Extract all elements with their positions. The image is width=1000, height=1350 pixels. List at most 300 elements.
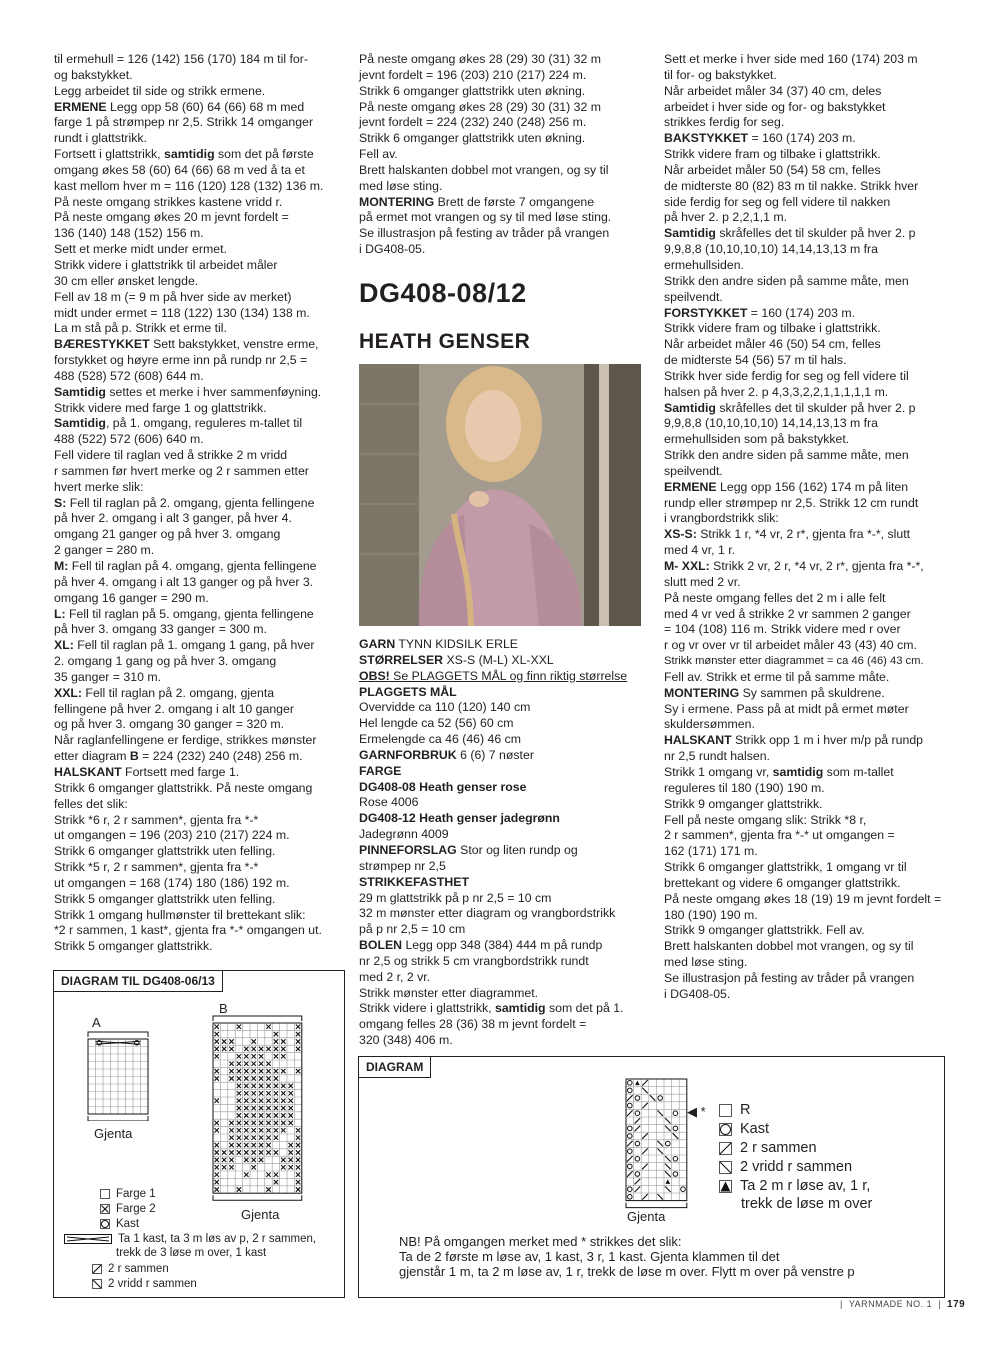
star-marker: ◀ * (687, 1104, 706, 1119)
text-line: fellingene på hver 2. omgang i alt 10 ganger (54, 701, 294, 716)
yarn-over-circle-icon (635, 1157, 640, 1162)
k2tog-slash-icon (642, 1103, 648, 1109)
x-mark-icon (266, 1121, 270, 1125)
text-line: ut omgangen = 196 (203) 210 (217) 224 m. (54, 828, 290, 843)
text-line: Samtidig, på 1. omgang, reguleres m-tallet til (54, 416, 303, 431)
text-line: omgang økes 58 (60) 64 (66) 68 m ved å ta et (54, 162, 305, 177)
x-mark-icon (266, 1128, 270, 1132)
x-mark-icon (296, 1143, 300, 1147)
x-mark-icon (215, 1143, 219, 1147)
materials-list (359, 637, 649, 1049)
text-line: Strikk 5 omganger glattstrikk. (54, 939, 213, 954)
text-line: ermehullsiden. (664, 257, 744, 272)
x-mark-icon (237, 1106, 241, 1110)
x-mark-icon (252, 1128, 256, 1132)
ssk-slash-icon (657, 1194, 663, 1200)
x-mark-icon (215, 1128, 219, 1132)
x-mark-icon (266, 1099, 270, 1103)
yarn-over-circle-icon (635, 1172, 640, 1177)
x-mark-icon (244, 1047, 248, 1051)
yarn-over-circle-icon (681, 1187, 686, 1192)
ssk-slash-icon (665, 1164, 671, 1170)
x-mark-icon (252, 1121, 256, 1125)
x-mark-icon (244, 1106, 248, 1110)
ssk-slash-icon (642, 1088, 648, 1094)
x-mark-icon (215, 1121, 219, 1125)
k2tog-slash-icon (719, 1142, 732, 1155)
yarn-over-circle-icon (628, 1126, 633, 1131)
k2tog-slash-icon (635, 1186, 641, 1192)
text-line: Når raglanfellingene er ferdige, strikkes mønster (54, 733, 317, 748)
x-mark-icon (289, 1150, 293, 1154)
text-line: ERMENE Legg opp 58 (60) 64 (66) 68 m med (54, 99, 305, 114)
legend-item: Farge 1 (100, 1187, 156, 1201)
x-mark-icon (281, 1039, 285, 1043)
yarn-over-circle-icon (628, 1164, 633, 1169)
legend-item: Kast (719, 1120, 769, 1138)
x-mark-icon (244, 1069, 248, 1073)
text-line: jevnt fordelt = 196 (203) 210 (217) 224 m. (359, 67, 587, 82)
x-mark-icon (274, 1121, 278, 1125)
x-mark-icon (215, 1187, 219, 1191)
x-mark-icon (252, 1165, 256, 1169)
x-mark-icon (266, 1106, 270, 1110)
legend-item: 2 vridd r sammen (719, 1158, 852, 1176)
knit-square-icon (719, 1104, 732, 1117)
text-line: Hel lengde ca 52 (56) 60 cm (359, 716, 514, 731)
x-mark-icon (244, 1054, 248, 1058)
text-line: L: Fell til raglan på 5. omgang, gjenta fellingene (54, 606, 314, 621)
x-mark-icon (289, 1165, 293, 1169)
x-mark-icon (244, 1173, 248, 1177)
x-mark-icon (252, 1099, 256, 1103)
x-mark-icon (244, 1150, 248, 1154)
text-line: skuldersømmen. (664, 717, 755, 732)
text-line: ermehullsiden som på bakstykket. (664, 432, 850, 447)
text-line: midt under ermet = 118 (122) 130 (134) 138 m. (54, 305, 310, 320)
x-mark-icon (259, 1084, 263, 1088)
text-line: strømpep nr 2,5 (359, 858, 446, 873)
text-line: rundp eller strømpep nr 2,5. Strikk 12 cm rundt (664, 495, 919, 510)
ssk-slash-icon (719, 1161, 732, 1174)
ssk-slash-icon (657, 1110, 663, 1116)
x-mark-icon (229, 1121, 233, 1125)
ssk-slash-icon (657, 1141, 663, 1147)
x-mark-icon (244, 1076, 248, 1080)
text-line: reguleres til 180 (190) 190 m. (664, 780, 825, 795)
text-line: og på hver 3. omgang 30 ganger = 320 m. (54, 717, 285, 732)
text-line: På neste omgang økes 28 (29) 30 (31) 32 m (359, 52, 601, 66)
repeat-bracket (213, 1195, 302, 1200)
text-line: jevnt fordelt = 224 (232) 240 (248) 256 m. (359, 115, 587, 130)
x-mark-icon (229, 1039, 233, 1043)
text-line: BÆRESTYKKET Sett bakstykket, venstre erme, (54, 337, 319, 352)
x-mark-icon (215, 1180, 219, 1184)
text-line: 2 ganger = 280 m. (54, 543, 155, 558)
text-line: på hver 2. omgang i alt 3 ganger, på hver 4. (54, 511, 292, 526)
text-line: FARGE (359, 763, 402, 778)
x-mark-icon (274, 1113, 278, 1117)
text-line: Strikk *5 r, 2 r sammen*, gjenta fra *-* (54, 860, 259, 875)
ssk-slash-icon (657, 1148, 663, 1154)
repeat-bracket (88, 1116, 148, 1121)
ssk-slash-icon (650, 1095, 656, 1101)
text-line: 136 (140) 148 (152) 156 m. (54, 226, 204, 241)
diagram-note (399, 1234, 855, 1279)
text-line: Strikk hver side ferdig for seg og fell videre til (664, 368, 909, 383)
text-line: med 4 vr ved å strikke 2 vr sammen 2 ganger (664, 606, 911, 621)
page-footer: | YARNMADE NO. 1 | 179 (840, 1299, 966, 1310)
x-mark-icon (237, 1054, 241, 1058)
x-mark-icon (252, 1062, 256, 1066)
k2tog-slash-icon (642, 1164, 648, 1170)
k2tog-slash-icon (635, 1126, 641, 1132)
x-mark-icon (252, 1054, 256, 1058)
text-line: = 104 (108) 116 m. Strikk videre med r over (664, 622, 901, 637)
x-mark-icon (296, 1165, 300, 1169)
text-line: halsen på hver 2. p 4,3,3,2,2,1,1,1,1,1 m. (664, 384, 889, 399)
x-mark-icon (215, 1158, 219, 1162)
x-mark-icon (296, 1180, 300, 1184)
x-mark-icon (215, 1047, 219, 1051)
text-line: Når arbeidet måler 46 (50) 54 cm, felles (664, 337, 881, 352)
x-mark-icon (244, 1084, 248, 1088)
note-line: NB! På omgangen merket med * strikkes det slik: (399, 1234, 682, 1249)
text-line: Strikk *6 r, 2 r sammen*, gjenta fra *-* (54, 812, 259, 827)
x-mark-icon (244, 1099, 248, 1103)
cross-stitch-icon (64, 1234, 112, 1244)
text-line: de midterste 80 (82) 83 m til nakke. Strikk hver (664, 178, 919, 193)
k2tog-slash-icon (642, 1194, 648, 1200)
x-mark-icon (252, 1047, 256, 1051)
x-mark-icon (237, 1150, 241, 1154)
x-mark-icon (252, 1136, 256, 1140)
x-mark-icon (266, 1113, 270, 1117)
x-mark-icon (215, 1054, 219, 1058)
x-mark-icon (222, 1158, 226, 1162)
yarn-over-circle-icon (658, 1096, 663, 1101)
text-line: speilvendt. (664, 289, 723, 304)
text-line: Se illustrasjon på festing av tråder på vrangen (359, 226, 610, 241)
text-line: Strikk den andre siden på samme måte, men (664, 448, 909, 463)
model-photo-illustration (359, 364, 641, 626)
x-mark-icon (289, 1084, 293, 1088)
x-mark-icon (237, 1025, 241, 1029)
legend-item: Kast (100, 1217, 139, 1231)
x-mark-icon (274, 1128, 278, 1132)
x-mark-icon (259, 1099, 263, 1103)
text-line: i DG408-05. (664, 986, 731, 1001)
text-line: XXL: Fell til raglan på 2. omgang, gjenta (54, 685, 275, 700)
instructions-column-3 (664, 52, 949, 1003)
legend-item: trekk de 3 løse m over, 1 kast (116, 1247, 267, 1259)
instructions-column-2 (359, 52, 649, 258)
x-mark-icon (274, 1069, 278, 1073)
text-line: nr 2,5 og strikk 5 cm vrangbordstrikk rundt (359, 953, 589, 968)
text-line: GARN TYNN KIDSILK ERLE (359, 637, 519, 651)
x-mark-icon (259, 1128, 263, 1132)
text-line: HALSKANT Fortsett med farge 1. (54, 764, 240, 779)
text-line: FORSTYKKET = 160 (174) 203 m. (664, 305, 856, 320)
text-line: Når arbeidet måler 34 (37) 40 cm, deles (664, 83, 882, 98)
x-mark-icon (252, 1084, 256, 1088)
text-line: På neste omgang økes 18 (19) 19 m jevnt fordelt = (664, 891, 942, 906)
text-line: forstykket og høyre erme inn på rundp nr 2,5 = (54, 353, 308, 368)
k2tog-slash-icon (635, 1179, 641, 1185)
x-mark-icon (237, 1187, 241, 1191)
x-mark-icon (281, 1106, 285, 1110)
x-mark-icon (289, 1113, 293, 1117)
text-line: 29 m glattstrikk på p nr 2,5 = 10 cm (359, 890, 552, 905)
magazine-name: YARNMADE NO. 1 (848, 1299, 933, 1309)
yarn-over-circle-icon (628, 1195, 633, 1200)
text-line: På neste omgang strikkes kastene vridd r. (54, 194, 283, 209)
x-mark-icon (296, 1173, 300, 1177)
model-photo (359, 364, 641, 626)
x-mark-icon (266, 1076, 270, 1080)
text-line: 32 m mønster etter diagram og vrangbordstrikk (359, 906, 616, 921)
x-mark-icon (244, 1091, 248, 1095)
text-line: Fell av 18 m (= 9 m på hver side av merket) (54, 289, 292, 304)
x-mark-icon (252, 1150, 256, 1154)
x-mark-icon (274, 1076, 278, 1080)
yarn-over-circle-icon (628, 1134, 633, 1139)
text-line: PINNEFORSLAG Stor og liten rundp og (359, 842, 578, 857)
x-mark-icon (281, 1069, 285, 1073)
x-mark-icon (252, 1143, 256, 1147)
ssk-slash-icon (665, 1156, 671, 1162)
x-mark-icon (229, 1062, 233, 1066)
text-line: MONTERING Sy sammen på skuldrene. (664, 685, 885, 700)
k2tog-slash-icon (642, 1080, 648, 1086)
k2tog-slash-icon (627, 1171, 633, 1177)
text-line: 9,9,8,8 (10,10,10,10) 14,14,13,13 m fra (664, 416, 878, 431)
x-mark-icon (215, 1099, 219, 1103)
x-mark-icon (281, 1121, 285, 1125)
x-mark-icon (296, 1069, 300, 1073)
x-mark-icon (296, 1047, 300, 1051)
ssk-slash-icon (665, 1126, 671, 1132)
x-mark-icon (266, 1136, 270, 1140)
x-mark-icon (274, 1150, 278, 1154)
x-mark-icon (244, 1121, 248, 1125)
repeat-bracket (88, 1032, 148, 1037)
x-mark-icon (266, 1173, 270, 1177)
x-mark-icon (244, 1158, 248, 1162)
text-line: 488 (522) 572 (606) 640 m. (54, 432, 204, 447)
text-line: XS-S: Strikk 1 r, *4 vr, 2 r*, gjenta fra *-*, slutt (664, 527, 911, 542)
x-mark-icon (281, 1084, 285, 1088)
x-mark-icon (222, 1150, 226, 1154)
ssk-slash-icon (665, 1171, 671, 1177)
text-line: Strikk 5 omganger glattstrikk uten felling. (54, 891, 276, 906)
chart-a-gjenta-label: Gjenta (94, 1126, 133, 1141)
text-line: Strikk videre i glattstrikk, samtidig som det på 1. (359, 1001, 624, 1016)
text-line: STRIKKEFASTHET (359, 874, 469, 889)
text-line: 162 (171) 171 m. (664, 844, 758, 859)
x-mark-icon (215, 1039, 219, 1043)
x-mark-icon (222, 1039, 226, 1043)
yarn-over-circle-icon (628, 1149, 633, 1154)
text-line: 9,9,8,8 (10,10,10,10) 14,14,13,13 m fra (664, 242, 878, 257)
ssk-slash-icon (665, 1186, 671, 1192)
x-mark-icon (274, 1099, 278, 1103)
text-line: Se illustrasjon på festing av tråder på vrangen (664, 970, 915, 985)
text-line: på hver 2. p 2,2,1,1 m. (664, 210, 788, 225)
chart-a (84, 1031, 164, 1121)
text-line: Strikk den andre siden på samme måte, men (664, 273, 909, 288)
x-mark-icon (259, 1150, 263, 1154)
double-decrease-triangle-icon (666, 1179, 671, 1184)
text-line: Strikk videre fram og tilbake i glattstrikk. (664, 321, 881, 336)
x-mark-icon (237, 1084, 241, 1088)
x-mark-icon (289, 1091, 293, 1095)
text-line: Strikk 6 omganger glattstrikk uten felling. (54, 844, 276, 859)
text-line: OBS! Se PLAGGETS MÅL og finn riktig størrelse (359, 668, 628, 683)
text-line: med 2 r, 2 vr. (359, 969, 431, 984)
text-line: farge 1 på strømpep nr 2,5. Strikk 14 omganger (54, 115, 314, 130)
text-line: M: Fell til raglan på 4. omgang, gjenta fellingene (54, 559, 317, 573)
text-line: XL: Fell til raglan på 1. omgang 1 gang, på hver (54, 638, 315, 653)
text-line: GARNFORBRUK 6 (6) 7 nøster (359, 747, 534, 762)
chart-grid (213, 1023, 302, 1193)
x-mark-icon (229, 1128, 233, 1132)
k2tog-slash-icon (642, 1148, 648, 1154)
x-mark-icon (296, 1039, 300, 1043)
chart-grid (88, 1039, 148, 1114)
arrow-left-icon: ◀ (687, 1104, 697, 1119)
x-mark-icon (259, 1113, 263, 1117)
text-line: Samtidig skråfelles det til skulder på hver 2. p (664, 400, 916, 415)
x-mark-icon (274, 1106, 278, 1110)
x-mark-icon (266, 1150, 270, 1154)
x-mark-icon (252, 1113, 256, 1117)
x-mark-icon (229, 1047, 233, 1051)
text-line: På neste omgang økes 28 (29) 30 (31) 32 m (359, 99, 601, 114)
x-mark-icon (274, 1136, 278, 1140)
text-line: til ermehull = 126 (142) 156 (170) 184 m til for- (54, 52, 308, 66)
text-line: Jadegrønn 4009 (359, 827, 449, 842)
x-mark-icon (237, 1091, 241, 1095)
repeat-bracket (213, 1016, 302, 1021)
x-mark-icon (222, 1047, 226, 1051)
text-line: r og vr over vr til arbeidet måler 43 (43) 40 cm. (664, 638, 917, 653)
text-line: MONTERING Brett de første 7 omgangene (359, 194, 595, 209)
x-mark-icon (237, 1136, 241, 1140)
x-mark-icon (229, 1069, 233, 1073)
x-mark-icon (266, 1047, 270, 1051)
diagram-box-heath (358, 1056, 945, 1298)
x-mark-icon (237, 1076, 241, 1080)
yarn-over-circle-icon (719, 1123, 732, 1136)
legend-item: Ta 1 kast, ta 3 m løs av p, 2 r sammen, (64, 1232, 316, 1246)
ssk-slash-icon (92, 1279, 102, 1289)
x-mark-icon (215, 1025, 219, 1029)
text-line: Samtidig skråfelles det til skulder på hver 2. p (664, 226, 916, 241)
text-line: felles det slik: (54, 796, 128, 811)
text-line: Strikk videre med farge 1 og glattstrikk. (54, 400, 267, 415)
x-mark-icon (281, 1165, 285, 1169)
text-line: M- XXL: Strikk 2 vr, 2 r, *4 vr, 2 r*, gjenta fra *-*, (664, 559, 924, 573)
x-mark-icon (259, 1143, 263, 1147)
diagram-box-06-13 (53, 970, 345, 1298)
chart-b-gjenta-label: Gjenta (241, 1207, 280, 1222)
x-mark-icon (274, 1054, 278, 1058)
text-line: BOLEN Legg opp 348 (384) 444 m på rundp (359, 938, 603, 953)
k2tog-slash-icon (627, 1110, 633, 1116)
x-mark-icon (229, 1158, 233, 1162)
diagram-title: DIAGRAM TIL DG408-06/13 (54, 971, 223, 992)
x-mark-icon (274, 1091, 278, 1095)
x-mark-icon (229, 1150, 233, 1154)
legend-item: 2 r sammen (92, 1262, 169, 1276)
text-line: Rose 4006 (359, 795, 419, 810)
x-mark-icon (296, 1150, 300, 1154)
double-decrease-triangle-icon (719, 1180, 732, 1193)
text-line: nr 2,5 rundt halsen. (664, 749, 770, 764)
text-line: På neste omgang økes 20 m jevnt fordelt = (54, 210, 289, 225)
x-mark-icon (215, 1150, 219, 1154)
x-mark-icon (222, 1165, 226, 1169)
x-mark-icon (296, 1128, 300, 1132)
text-line: med løse sting. (664, 955, 748, 970)
x-mark-icon (274, 1173, 278, 1177)
text-line: Brett halskanten dobbel mot vrangen, og sy til (359, 162, 609, 177)
text-line: 2. omgang 1 gang og på hver 3. omgang (54, 654, 277, 669)
x-mark-icon (259, 1069, 263, 1073)
chart-b (209, 1015, 329, 1205)
text-line: 35 ganger = 310 m. (54, 669, 161, 684)
diagram-b-label: B (219, 1001, 228, 1016)
x-mark-icon (244, 1136, 248, 1140)
yarn-over-circle-icon (628, 1103, 633, 1108)
x-mark-icon (252, 1076, 256, 1080)
text-line: Samtidig settes et merke i hver sammenføyning. (54, 384, 322, 399)
x-mark-icon (266, 1025, 270, 1029)
k2tog-slash-icon (627, 1095, 633, 1101)
x-mark-icon (281, 1047, 285, 1051)
x-mark-icon (296, 1187, 300, 1191)
x-mark-icon (237, 1121, 241, 1125)
x-mark-icon (296, 1025, 300, 1029)
x-mark-icon (296, 1032, 300, 1036)
text-line: på ermet mot vrangen og sy til med løse sting. (359, 210, 612, 225)
text-line: STØRRELSER XS-S (M-L) XL-XXL (359, 652, 554, 667)
text-line: Overvidde ca 110 (120) 140 cm (359, 700, 531, 715)
x-mark-icon (252, 1158, 256, 1162)
text-line: 30 cm eller ønsket lengde. (54, 273, 199, 288)
yarn-over-circle-icon (635, 1096, 640, 1101)
ssk-slash-icon (673, 1133, 679, 1139)
legend-item: R (719, 1101, 750, 1119)
x-mark-icon (252, 1069, 256, 1073)
double-decrease-triangle-icon (635, 1081, 640, 1086)
x-mark-icon (266, 1091, 270, 1095)
text-line: kast mellom hver m = 116 (120) 128 (132) 136 m. (54, 178, 324, 193)
k2tog-slash-icon (627, 1141, 633, 1147)
text-line: Strikk 6 omganger glattstrikk uten økning. (359, 83, 586, 98)
yarn-over-circle-icon (666, 1141, 671, 1146)
text-line: de midterste 54 (56) 57 m til hals. (664, 353, 847, 368)
text-line: Strikk videre fram og tilbake i glattstrikk. (664, 147, 881, 162)
knit-square-icon (100, 1189, 110, 1199)
text-line: på hver 4. omgang i alt 13 ganger og på hver 3. (54, 574, 314, 589)
text-line: r sammen før hvert merke og 2 r sammen etter (54, 463, 309, 478)
note-line: gjenstår 1 m, ta 2 m løse av, 1 r, trekk de løse m over. Flytt m over på venstre p (399, 1264, 855, 1279)
x-mark-icon (215, 1076, 219, 1080)
x-mark-icon (281, 1113, 285, 1117)
diagram-title: DIAGRAM (359, 1057, 431, 1078)
